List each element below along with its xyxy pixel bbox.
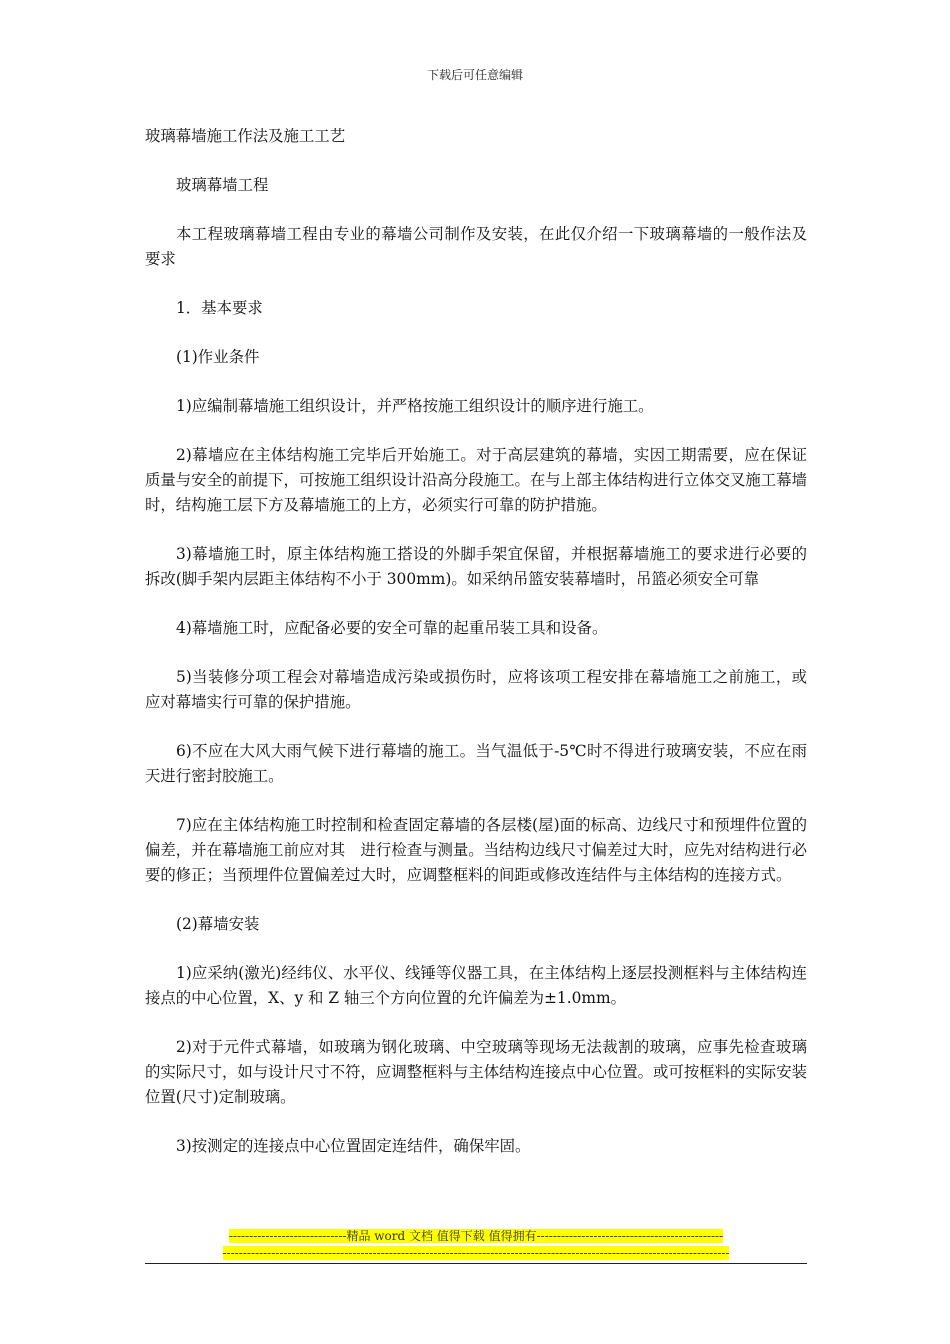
paragraph: 2)幕墙应在主体结构施工完毕后开始施工。对于高层建筑的幕墙，实因工期需要，应在保证质量与安全的前提下，可按施工组织设计沿高分段施工。在与上部主体结构进行立体交叉施工幕墙时，结构施工层下方及幕墙施工的上方，必须实行可靠的防护措施。 xyxy=(145,446,807,514)
subsection-heading: (2)幕墙安装 xyxy=(176,915,260,933)
page-footer xyxy=(145,1228,807,1262)
footer-rule xyxy=(145,1263,807,1264)
paragraph: 2)对于元件式幕墙，如玻璃为钢化玻璃、中空玻璃等现场无法裁割的玻璃，应事先检查玻璃的实际尺寸，如与设计尺寸不符，应调整框料与主体结构连接点中心位置。或可按框料的实际安装位置(尺寸)定制玻璃。 xyxy=(145,1038,807,1106)
paragraph: 6)不应在大风大雨气候下进行幕墙的施工。当气温低于-5℃时不得进行玻璃安装，不应在雨天进行密封胶施工。 xyxy=(145,742,807,785)
paragraph: 玻璃幕墙工程 xyxy=(176,176,269,194)
paragraph: 本工程玻璃幕墙工程由专业的幕墙公司制作及安装，在此仅介绍一下玻璃幕墙的一般作法及要求 xyxy=(145,225,807,268)
paragraph: 3)幕墙施工时，原主体结构施工搭设的外脚手架宜保留，并根据幕墙施工的要求进行必要的拆改(脚手架内层距主体结构不小于 300mm)。如采纳吊篮安装幕墙时，吊篮必须安全可靠 xyxy=(145,545,807,588)
paragraph: 1)应采纳(激光)经纬仪、水平仪、线锤等仪器工具，在主体结构上逐层投测框料与主体结构连接点的中心位置，X、y 和 Z 轴三个方向位置的允许偏差为±1.0mm。 xyxy=(145,964,807,1007)
footer-banner: -----------------------------精品 word 文档 值得下载 值得拥有---------------------------------------------- xyxy=(228,1229,724,1243)
document-body xyxy=(145,124,807,1183)
paragraph: 1)应编制幕墙施工组织设计，并严格按施工组织设计的顺序进行施工。 xyxy=(176,397,654,415)
page-header: 下载后可任意编辑 xyxy=(426,68,523,82)
paragraph: 3)按测定的连接点中心位置固定连结件，确保牢固。 xyxy=(176,1137,531,1155)
document-title: 玻璃幕墙施工作法及施工工艺 xyxy=(145,127,346,145)
paragraph: 4)幕墙施工时，应配备必要的安全可靠的起重吊装工具和设备。 xyxy=(176,619,608,637)
subsection-heading: (1)作业条件 xyxy=(176,348,260,366)
paragraph: 5)当装修分项工程会对幕墙造成污染或损伤时，应将该项工程安排在幕墙施工之前施工，或应对幕墙实行可靠的保护措施。 xyxy=(145,668,807,711)
footer-dashes: ----------------------------------------------------------------------------------------------------------------------------- xyxy=(222,1246,730,1260)
section-heading: 1．基本要求 xyxy=(176,299,263,317)
paragraph: 7)应在主体结构施工时控制和检查固定幕墙的各层楼(屋)面的标高、边线尺寸和预埋件位置的偏差，并在幕墙施工前应对其 进行检查与测量。当结构边线尺寸偏差过大时，应先对结构进行必要的修正；当预埋件位置偏差过大时，应调整框料的间距或修改连结件与主体结构的连接方式。 xyxy=(145,816,807,884)
